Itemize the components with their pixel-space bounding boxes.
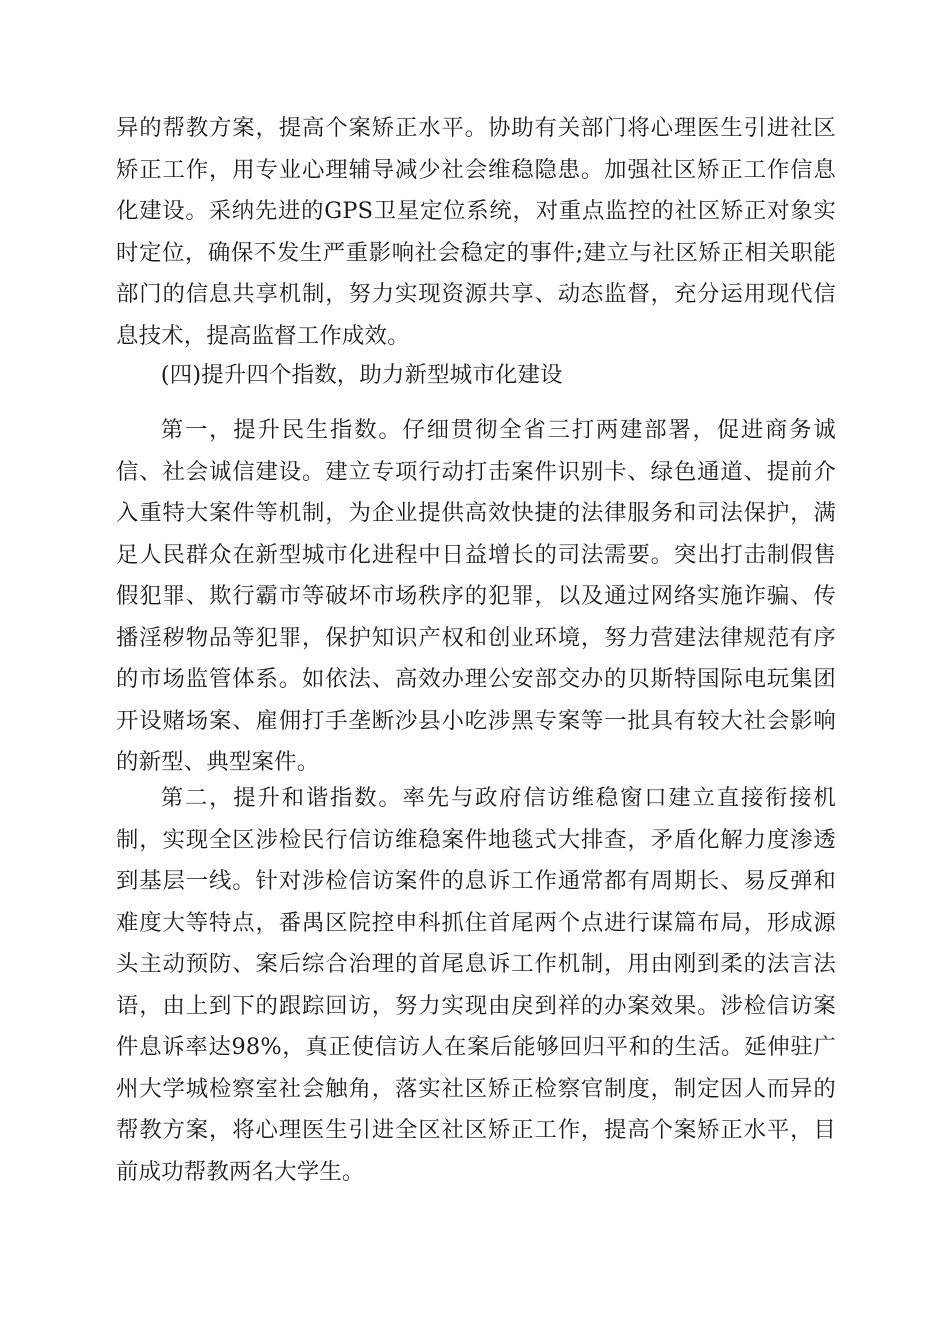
paragraph-harmony-index: 第二，提升和谐指数。率先与政府信访维稳窗口建立直接衔接机制，实现全区涉检民行信访维稳案件地毯式大排查，矛盾化解力度渗透到基层一线。针对涉检信访案件的息诉工作通常都有周期长、易反弹和难度大等特点，番禺区院控申科抓住首尾两个点进行谋篇布局，形成源头主动预防、案后综合治理的首尾息诉工作机制，用由刚到柔的法言法语，由上到下的跟踪回访，努力实现由戾到祥的办案效果。涉检信访案件息诉率达98%，真正使信访人在案后能够回归平和的生活。延伸驻广州大学城检察室社会触角，落实社区矫正检察官制度，制定因人而异的帮教方案，将心理医生引进全区社区矫正工作，提高个案矫正水平，目前成功帮教两名大学生。 <box>116 785 836 1185</box>
section-heading: (四)提升四个指数，助力新型城市化建设 <box>160 362 563 388</box>
paragraph-livelihood-index: 第一，提升民生指数。仔细贯彻全省三打两建部署，促进商务诚信、社会诚信建设。建立专项行动打击案件识别卡、绿色通道、提前介入重特大案件等机制，为企业提供高效快捷的法律服务和司法保护，满足人民群众在新型城市化进程中日益增长的司法需要。突出打击制假售假犯罪、欺行霸市等破坏市场秩序的犯罪，以及通过网络实施诈骗、传播淫秽物品等犯罪，保护知识产权和创业环境，努力营建法律规范有序的市场监管体系。如依法、高效办理公安部交办的贝斯特国际电玩集团开设赌场案、雇佣打手垄断沙县小吃涉黑专案等一批具有较大社会影响的新型、典型案件。 <box>116 417 836 775</box>
paragraph-continuation: 异的帮教方案，提高个案矫正水平。协助有关部门将心理医生引进社区矫正工作，用专业心理辅导减少社会维稳隐患。加强社区矫正工作信息化建设。采纳先进的GPS卫星定位系统，对重点监控的社区矫正对象实时定位，确保不发生严重影响社会稳定的事件;建立与社区矫正相关职能部门的信息共享机制，努力实现资源共享、动态监督，充分运用现代信息技术，提高监督工作成效。 <box>116 115 836 349</box>
